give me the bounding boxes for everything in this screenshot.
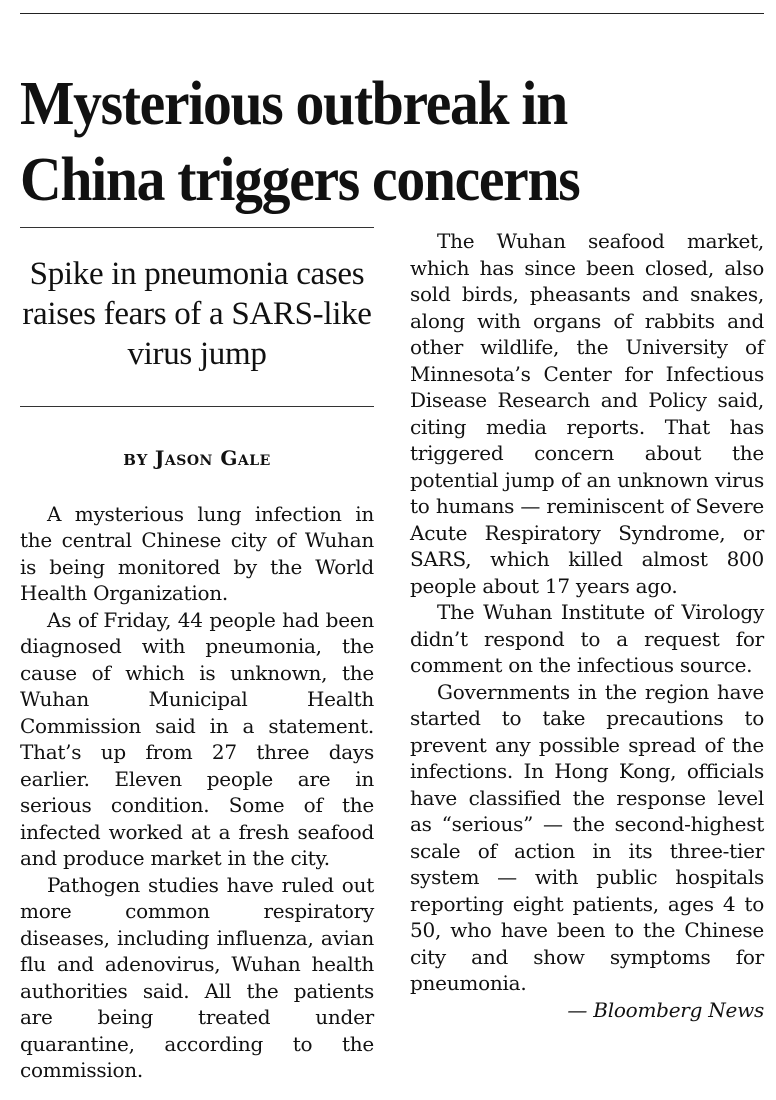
paragraph: A mysterious lung infection in the central Chinese city of Wuhan is being monitored by the World Health Organization. (20, 501, 374, 605)
credit-line: — Bloomberg News (567, 997, 764, 1022)
paragraph: Pathogen studies have ruled out more common respiratory diseases, including influenza, avian flu and adenovirus, Wuhan health authorities said. All the patients are being treated under quarantine, according to the commission. (20, 872, 374, 1082)
byline-name: Jason Gale (154, 446, 271, 470)
paragraph: The Wuhan Institute of Virology didn’t respond to a request for comment on the infectious source. (410, 600, 764, 677)
deck: Spike in pneumonia cases raises fears of a SARS-like virus jump (22, 256, 372, 372)
right-column (410, 228, 764, 1023)
deck-bottom-rule (20, 406, 374, 407)
headline: Mysterious outbreak in China triggers concerns (20, 70, 580, 214)
byline (20, 445, 374, 474)
paragraph: The Wuhan seafood market, which has since been closed, also sold birds, pheasants and snakes, along with organs of rabbits and other wildlife, the University of Minnesota’s Center for Infectious Disease Research and Policy said, citing media reports. That has triggered concern about the potential jump of an unknown virus to humans — reminiscent of Severe Acute Respiratory Syndrome, or SARS, which killed almost 800 people about 17 years ago. (410, 229, 764, 598)
top-rule (20, 13, 764, 14)
byline-prefix: BY (123, 451, 149, 469)
left-column (20, 227, 374, 1084)
paragraph: As of Friday, 44 people had been diagnosed with pneumonia, the cause of which is unknown, the Wuhan Municipal Health Commission said in a statement. That’s up from 27 three days earlier. Eleven people are in serious condition. Some of the infected worked at a fresh seafood and produce market in the city. (20, 607, 374, 870)
paragraph: Governments in the region have started to take precautions to prevent any possible spread of the infections. In Hong Kong, officials have classified the response level as “serious” — the second-highest scale of action in its three-tier system — with public hospitals reporting eight patients, ages 4 to 50, who have been to the Chinese city and show symptoms for pneumonia. (410, 679, 764, 995)
deck-top-rule (20, 227, 374, 228)
